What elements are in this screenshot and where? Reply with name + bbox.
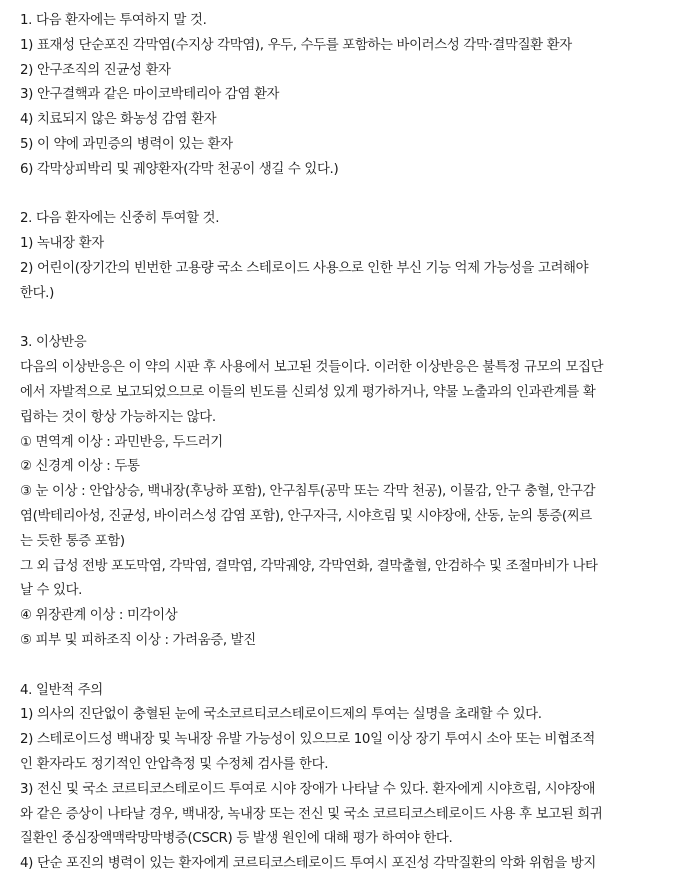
- text-line: 그 외 급성 전방 포도막염, 각막염, 결막염, 각막궤양, 각막연화, 결막출혈, 안검하수 및 조절마비가 나타: [20, 558, 598, 574]
- text-line: 인 환자라도 정기적인 안압측정 및 수정체 검사를 한다.: [20, 756, 329, 772]
- text-line: 1) 표재성 단순포진 각막염(수지상 각막염), 우두, 수두를 포함하는 바이러스성 각막·결막질환 환자: [20, 37, 572, 53]
- text-line: 1) 의사의 진단없이 충혈된 눈에 국소코르티코스테로이드제의 투여는 실명을 초래할 수 있다.: [20, 707, 542, 723]
- text-line: 와 같은 증상이 나타날 경우, 백내장, 녹내장 또는 전신 및 국소 코르티코스테로이드 사용 후 보고된 희귀: [20, 806, 603, 822]
- section-spacer: [20, 654, 682, 679]
- text-line: 4) 치료되지 않은 화농성 감염 환자: [20, 112, 217, 128]
- text-line: 는 듯한 통증 포함): [20, 533, 125, 549]
- text-line: 한다.): [20, 285, 54, 301]
- text-line: 6) 각막상피박리 및 궤양환자(각막 천공이 생길 수 있다.): [20, 161, 339, 177]
- text-line: ③ 눈 이상 : 안압상승, 백내장(후낭하 포함), 안구침투(공막 또는 각막 천공), 이물감, 안구 충혈, 안구감: [20, 484, 596, 500]
- text-line: 질환인 중심장액맥락망막병증(CSCR) 등 발생 원인에 대해 평가 하여야 한다.: [20, 831, 453, 847]
- text-line: 3) 전신 및 국소 코르티코스테로이드 투여로 시야 장애가 나타날 수 있다. 환자에게 시야흐림, 시야장애: [20, 781, 596, 797]
- text-line: 2) 어린이(장기간의 빈번한 고용량 국소 스테로이드 사용으로 인한 부신 기능 억제 가능성을 고려해야: [20, 260, 589, 276]
- text-line: 립하는 것이 항상 가능하지는 않다.: [20, 409, 216, 425]
- text-line: 에서 자발적으로 보고되었으므로 이들의 빈도를 신뢰성 있게 평가하거나, 약물 노출과의 인과관계를 확: [20, 384, 596, 400]
- text-line: ⑤ 피부 및 피하조직 이상 : 가려움증, 발진: [20, 632, 256, 648]
- text-line: ④ 위장관계 이상 : 미각이상: [20, 608, 178, 624]
- section-spacer: [20, 307, 682, 332]
- section-1: [20, 9, 682, 183]
- text-line: 3) 안구결핵과 같은 마이코박테리아 감염 환자: [20, 87, 280, 103]
- text-line: 2) 스테로이드성 백내장 및 녹내장 유발 가능성이 있으므로 10일 이상 장기 투여시 소아 또는 비협조적: [20, 732, 595, 748]
- section-3: [20, 331, 682, 653]
- section-spacer: [20, 183, 682, 208]
- text-line: 5) 이 약에 과민증의 병력이 있는 환자: [20, 136, 233, 152]
- document-body: [20, 9, 682, 877]
- text-line: 염(박테리아성, 진균성, 바이러스성 감염 포함), 안구자극, 시야흐림 및 시야장애, 산동, 눈의 통증(찌르: [20, 508, 592, 524]
- text-line: ① 면역계 이상 : 과민반응, 두드러기: [20, 434, 223, 450]
- text-line: 다음의 이상반응은 이 약의 시판 후 사용에서 보고된 것들이다. 이러한 이상반응은 불특정 규모의 모집단: [20, 360, 604, 376]
- section-heading: 1. 다음 환자에는 투여하지 말 것.: [20, 13, 207, 28]
- section-heading: 2. 다음 환자에는 신중히 투여할 것.: [20, 211, 220, 227]
- section-2: [20, 207, 682, 306]
- text-line: 1) 녹내장 환자: [20, 236, 104, 252]
- text-line: 날 수 있다.: [20, 583, 83, 599]
- section-heading: 3. 이상반응: [20, 335, 87, 351]
- section-heading: 4. 일반적 주의: [20, 682, 103, 698]
- text-line: 2) 안구조직의 진균성 환자: [20, 62, 171, 78]
- text-line: 4) 단순 포진의 병력이 있는 환자에게 코르티코스테로이드 투여시 포진성 각막질환의 악화 위험을 방지: [20, 856, 596, 872]
- text-line: ② 신경계 이상 : 두통: [20, 459, 140, 475]
- section-4: [20, 679, 682, 877]
